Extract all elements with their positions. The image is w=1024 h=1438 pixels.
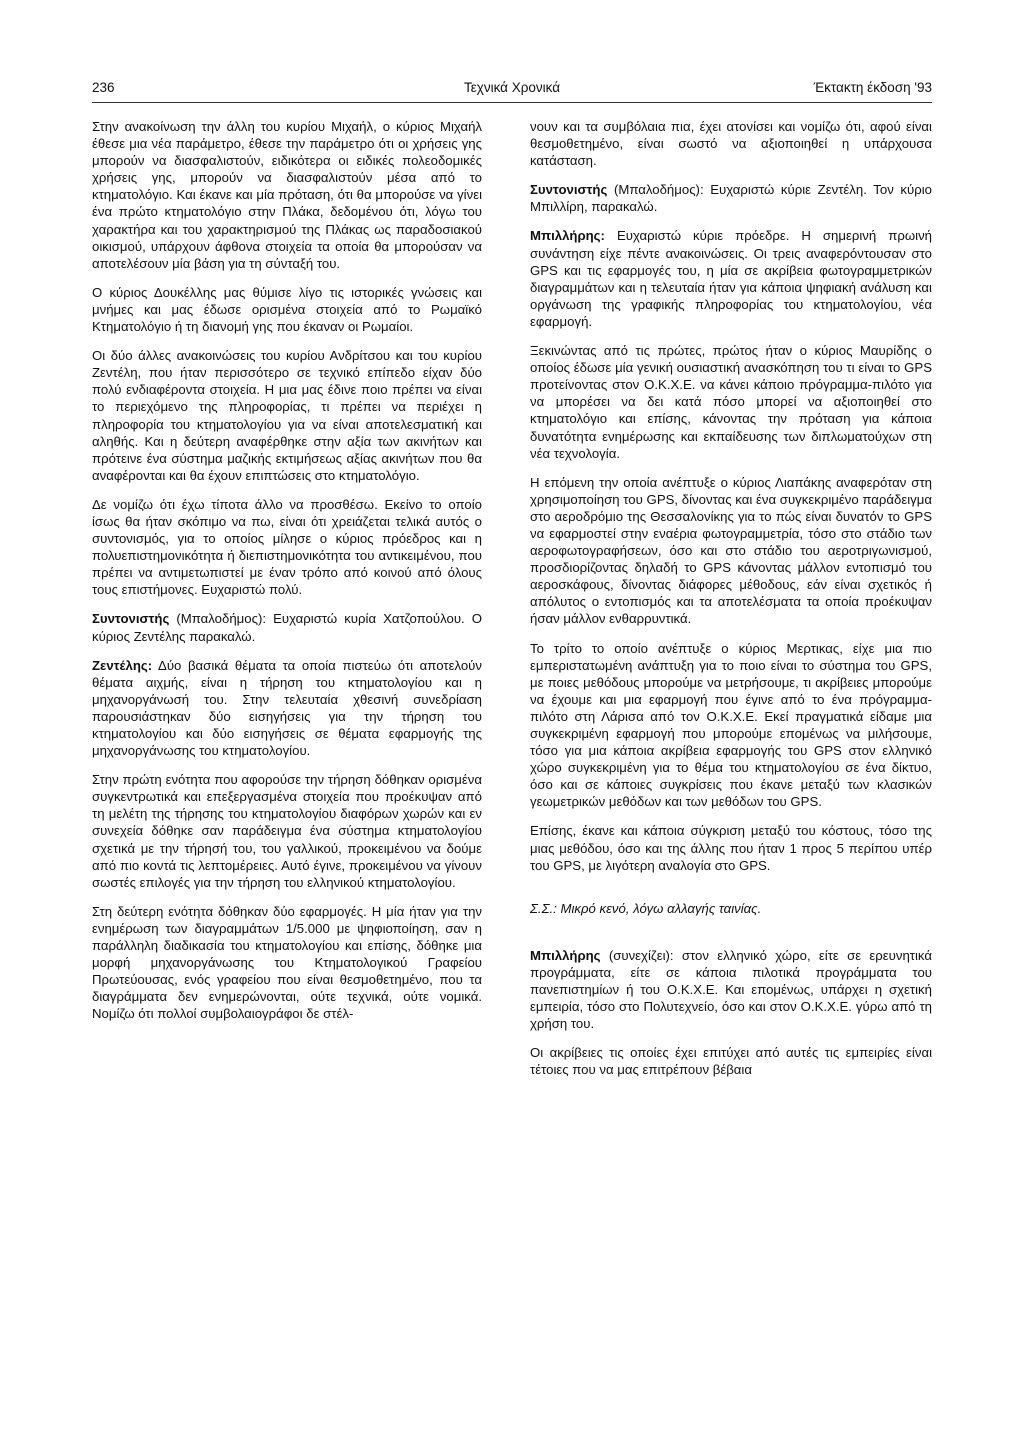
paragraph: Οι δύο άλλες ανακοινώσεις του κυρίου Ανδρίτσου και του κυρίου Ζεντέλη, που ήταν περισσότερο σε τεχνικό επίπεδο είχαν δύο πολύ ενδιαφέροντα στοιχεία. Η μια μας έδινε ποιο πρέπει να είναι το περιεχόμενο της πληροφορίας, τι πρέπει να περιέχει η πληροφορία του κτηματολογίου για να είναι αποτελεσματική και αληθής. Και η δεύτερη αναφέρθηκε στην αξία των ακινήτων και πρότεινε ένα σύστημα μαζικής εκτιμήσεως αξίας ακινήτων που θα αναφέρονται και θα έχουν επιπτώσεις στο κτηματολόγιο. — [92, 348, 482, 483]
page-number: 236 — [92, 80, 115, 95]
edition-label: Έκτακτη έκδοση '93 — [813, 80, 932, 95]
speaker-paragraph — [530, 947, 932, 1032]
speaker-name: Ζεντέλης: — [92, 657, 153, 673]
page-header — [92, 80, 932, 102]
paragraph: Ξεκινώντας από τις πρώτες, πρώτος ήταν ο κύριος Μαυρίδης ο οποίος έδωσε μία γενική ουσιαστική ανασκόπηση του τι είναι το GPS προτείνοντας στον Ο.Κ.Χ.Ε. να κάνει κάποιο πρόγραμμα-πιλότο για να μπορέσει να δει κατά πόσο μπορεί να αξιοποιηθεί στο κτηματολόγιο και επίσης, κάνοντας την πρόταση για κάποια δυνατότητα ενημέρωσης και εκπαίδευσης των διπλωματούχων στη νέα τεχνολογία. — [530, 343, 932, 461]
paragraph: Η επόμενη την οποία ανέπτυξε ο κύριος Λιαπάκης αναφερόταν στη χρησιμοποίηση του GPS, δίνοντας και ένα συγκεκριμένο παράδειγμα στο αεροδρόμιο της Θεσσαλονίκης για το πώς είναι δυνατόν το GPS να εφαρμοστεί στην εναέρια φωτογραμμετρία, τόσο στο στάδιο των αεροφωτογραφήσεων, όσο και στο στάδιο του αεροτριγωνισμού, προσδιορίζοντας δηλαδή το GPS κάνοντας μάλλον εντοπισμό του αεροσκάφους, δίνοντας διάφορες μέθοδους, εάν είναι σχετικός ή απόλυτος ο εντοπισμός και τα αποτελέσματα τα οποία προέκυψαν ήσαν μάλλον ενθαρρυντικά. — [530, 474, 932, 627]
speaker-text: Ευχαριστώ κύριε πρόεδρε. Η σημερινή πρωινή συνάντηση είχε πέντε ανακοινώσεις. Οι τρεις αναφερόντουσαν στο GPS και τις εφαρμογές του, η μία σε ακρίβεια φωτογραμμετρικών διαγραμμάτων και η τελευταία ήταν για κάποια ψηφιακή ανάλυση και οργάνωση της γραφικής πληροφορίας του κτηματολογίου, νέα εφαρμογή. — [530, 228, 932, 329]
editor-note: Σ.Σ.: Μικρό κενό, λόγω αλλαγής ταινίας. — [530, 900, 762, 916]
paragraph: Οι ακρίβειες τις οποίες έχει επιτύχει από αυτές τις εμπειρίες είναι τέτοιες που να μας επιτρέπουν βέβαια — [530, 1045, 932, 1078]
paragraph: Επίσης, έκανε και κάποια σύγκριση μεταξύ του κόστους, τόσο της μιας μεθόδου, όσο και της άλλης που ήταν 1 προς 5 περίπου υπέρ του GPS, με λιγότερη αναλογία στο GPS. — [530, 823, 932, 873]
speaker-text: (Μπαλοδήμος): Ευχαριστώ κυρία Χατζοπούλου. Ο κύριος Ζεντέλης παρακαλώ. — [92, 611, 482, 644]
paragraph: Στην πρώτη ενότητα που αφορούσε την τήρηση δόθηκαν ορισμένα συγκεντρωτικά και επεξεργασμένα στοιχεία που προέκυψαν από τη μελέτη της τήρησης του κτηματολογίου διαφόρων χωρών και εν συνεχεία δόθηκε σαν παράδειγμα ένα σύστημα κτηματολογίου σχετικά με την τήρησή του, του γαλλικού, προκειμένου να δούμε από πιο κοντά τις λεπτομέρειες. Αυτό έγινε, προκειμένου να γίνουν σωστές επιλογές για την τήρηση του ελληνικού κτηματολογίου. — [92, 772, 482, 890]
paragraph: νουν και τα συμβόλαια πια, έχει ατονίσει και νομίζω ότι, αφού είναι θεσμοθετημένο, είναι σωστό να αξιοποιηθεί η υπάρχουσα κατάσταση. — [530, 119, 932, 169]
speaker-name: Συντονιστής — [530, 182, 608, 198]
paragraph: Δε νομίζω ότι έχω τίποτα άλλο να προσθέσω. Εκείνο το οποίο ίσως θα ήταν σκόπιμο να πω, είναι ότι χρειάζεται τελικά αυτός ο συντονισμός, για το οποίος μίλησε ο κύριος πρόεδρος και η πολυεπιστημονικότητα ή διεπιστημονικότητα του αντικειμένου, που πρέπει να αντιμετωπιστεί με έναν τρόπο από κοινού από όλους τους επιστήμονες. Ευχαριστώ πολύ. — [92, 496, 482, 598]
paragraph: Στην ανακοίνωση την άλλη του κυρίου Μιχαήλ, ο κύριος Μιχαήλ έθεσε μια νέα παράμετρο, έθεσε την παράμετρο ότι οι χρήσεις γης μπορούν να διασφαλιστούν, ειδικότερα οι ειδικές πολεοδομικές χρήσεις γης, μπορούν να διασφαλιστούν μέσα από το κτηματολόγιο. Και έκανε και μία πρόταση, ότι θα μπορούσε να γίνει ένα πρώτο κτηματολόγιο στην Πλάκα, δεδομένου ότι, λόγω του χαρακτήρα και του χαρακτηρισμού της Πλάκας ως παραδοσιακού οικισμού, υπάρχουν άφθονα στοιχεία τα οποία θα μπορούσαν να αποτελέσουν μία βάση για τη σύνταξή του. — [92, 119, 482, 271]
paragraph: Ο κύριος Δουκέλλης μας θύμισε λίγο τις ιστορικές γνώσεις και μνήμες και μας έδωσε ορισμένα στοιχεία από το Ρωμαϊκό Κτηματολόγιο ή τη διανομή γης που έκαναν οι Ρωμαίοι. — [92, 284, 482, 335]
speaker-name: Μπιλλήρης — [530, 947, 601, 963]
speaker-paragraph — [530, 227, 932, 330]
speaker-name: Συντονιστής — [92, 611, 170, 627]
speaker-paragraph — [92, 610, 482, 644]
left-column — [92, 118, 482, 1035]
speaker-paragraph — [530, 181, 932, 215]
speaker-name: Μπιλλήρης: — [530, 228, 605, 244]
right-column — [530, 118, 932, 1091]
speaker-text: (συνεχίζει): στον ελληνικό χώρο, είτε σε ερευνητικά προγράμματα, είτε σε κάποια πιλοτικά προγράμματα του πανεπιστημίων ή του Ο.Κ.Χ.Ε. Και επομένως, υπάρχει η σχετική εμπειρία, τόσο στο Πολυτεχνείο, όσο και στον Ο.Κ.Χ.Ε. γύρω από τη χρήση του. — [530, 947, 932, 1032]
journal-title: Τεχνικά Χρονικά — [463, 80, 561, 95]
speaker-text: (Μπαλοδήμος): Ευχαριστώ κύριε Ζεντέλη. Τον κύριο Μπιλλίρη, παρακαλώ. — [530, 182, 932, 215]
speaker-paragraph — [92, 657, 482, 760]
paragraph: Το τρίτο το οποίο ανέπτυξε ο κύριος Μερτικας, είχε μια πιο εμπεριστατωμένη ανάπτυξη για το ποιο είναι το σύστημα του GPS, με ποιες μεθόδους μπορούμε να μετρήσουμε, τι ακρίβειες μπορούμε να έχουμε και μια εφαρμογή που έγινε από το ένα πρόγραμμα-πιλότο στη Λάρισα από τον Ο.Κ.Χ.Ε. Εκεί πραγματικά είδαμε μια συγκεκριμένη εφαρμογή που μπορούμε επομένως να μιλήσουμε, τόσο για μια κάποια ακρίβεια εφαρμογής του GPS στον ελληνικό χώρο συγκεκριμένη για το θέμα του κτηματολογίου σε ένα δίκτυο, όσο και σε κάποιες συγκρίσεις που έκανε μεταξύ των κλασικών γεωμετρικών μεθόδων και των μεθόδων του GPS. — [530, 640, 932, 810]
speaker-text: Δύο βασικά θέματα τα οποία πιστεύω ότι αποτελούν θέματα αιχμής, είναι η τήρηση του κτηματολογίου και η μηχανοργάνωσή του. Στην τελευταία χθεσινή συνεδρίαση παρουσιάστηκαν δύο εισηγήσεις για την τήρηση του κτηματολογίου και δύο εισηγήσεις σε θέματα εφαρμογής της μηχανοργάνωσης του κτηματολογίου. — [92, 657, 482, 759]
paragraph: Στη δεύτερη ενότητα δόθηκαν δύο εφαρμογές. Η μία ήταν για την ενημέρωση των διαγραμμάτων 1/5.000 με ψηφιοποίηση, σαν η παράλληλη διαδικασία του κτηματολογίου και επίσης, δόθηκε μια μορφή μηχανοργάνωσης του Κτηματολογικού Γραφείου Πρωτεύουσας, ενός γραφείου που είναι θεσμοθετημένο, που τα διαγράμματα δεν ενημερώνονται, ούτε τεχνικά, ούτε νομικά. Νομίζω ότι πολλοί συμβολαιογράφοι δε στέλ- — [92, 903, 482, 1022]
header-rule — [92, 102, 932, 103]
